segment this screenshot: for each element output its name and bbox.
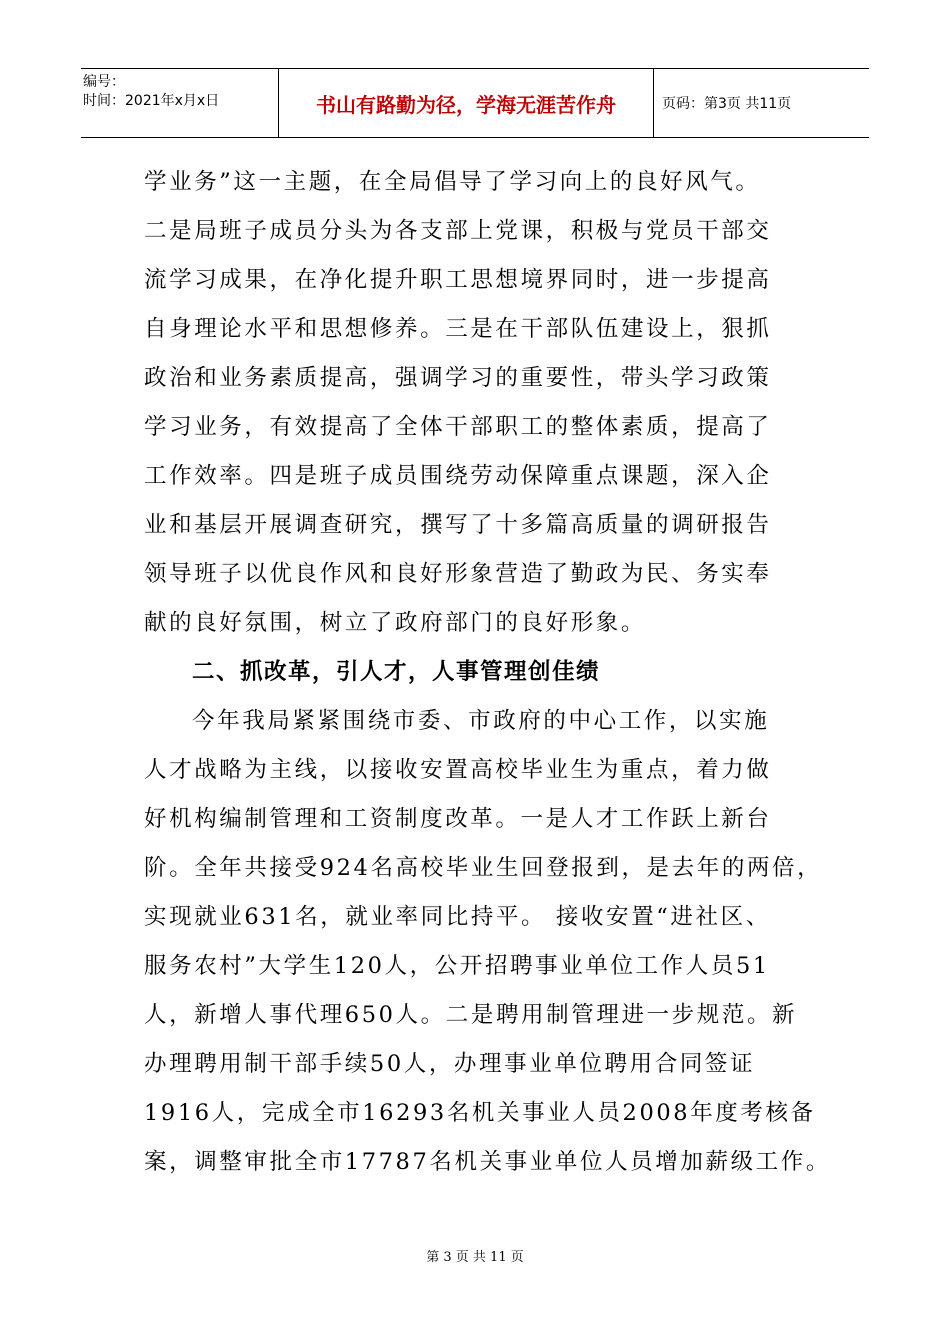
body-line: 好机构编制管理和工资制度改革。一是人才工作跃上新台 — [144, 806, 772, 832]
body-line: 政治和业务素质提高，强调学习的重要性，带头学习政策 — [144, 365, 772, 391]
body-line: 二是局班子成员分头为各支部上党课，积极与党员干部交 — [144, 218, 772, 244]
body-line: 阶。全年共接受924名高校毕业生回登报到，是去年的两倍， — [144, 855, 823, 881]
body-line: 业和基层开展调查研究，撰写了十多篇高质量的调研报告 — [144, 512, 772, 538]
header-page-info: 页码：第3页 共11页 — [662, 96, 792, 112]
document-number-label: 编号： — [83, 74, 125, 90]
body-line: 实现就业631名，就业率同比持平。 接收安置“进社区、 — [144, 904, 771, 930]
body-line: 1916人，完成全市16293名机关事业人员2008年度考核备 — [144, 1100, 816, 1126]
document-time-label: 时间：2021年x月x日 — [83, 93, 220, 109]
body-line: 流学习成果，在净化提升职工思想境界同时，进一步提高 — [144, 267, 772, 293]
body-line: 办理聘用制干部手续50人，办理事业单位聘用合同签证 — [144, 1051, 756, 1077]
body-line: 工作效率。四是班子成员围绕劳动保障重点课题，深入企 — [144, 463, 772, 489]
body-line: 领导班子以优良作风和良好形象营造了勤政为民、务实奉 — [144, 561, 772, 587]
body-line: 人，新增人事代理650人。二是聘用制管理进一步规范。新 — [144, 1002, 798, 1028]
body-line: 学习业务，有效提高了全体干部职工的整体素质，提高了 — [144, 414, 772, 440]
body-line: 自身理论水平和思想修养。三是在干部队伍建设上，狠抓 — [144, 316, 772, 342]
header-motto: 书山有路勤为径，学海无涯苦作舟 — [279, 69, 654, 137]
section-heading: 二、抓改革，引人才，人事管理创佳绩 — [192, 659, 601, 685]
body-line: 学业务”这一主题，在全局倡导了学习向上的良好风气。 — [144, 169, 761, 195]
header-meta-cell — [81, 69, 279, 137]
body-line: 今年我局紧紧围绕市委、市政府的中心工作，以实施 — [192, 708, 770, 734]
body-line: 献的良好氛围，树立了政府部门的良好形象。 — [144, 610, 647, 636]
page-footer: 第 3 页 共 11 页 — [426, 1250, 524, 1265]
page-header — [81, 68, 869, 138]
body-line: 服务农村”大学生120人，公开招聘事业单位工作人员51 — [144, 953, 770, 979]
body-line: 案，调整审批全市17787名机关事业单位人员增加薪级工作。 — [144, 1149, 831, 1175]
document-body — [144, 158, 831, 1187]
body-line: 人才战略为主线，以接收安置高校毕业生为重点，着力做 — [144, 757, 772, 783]
